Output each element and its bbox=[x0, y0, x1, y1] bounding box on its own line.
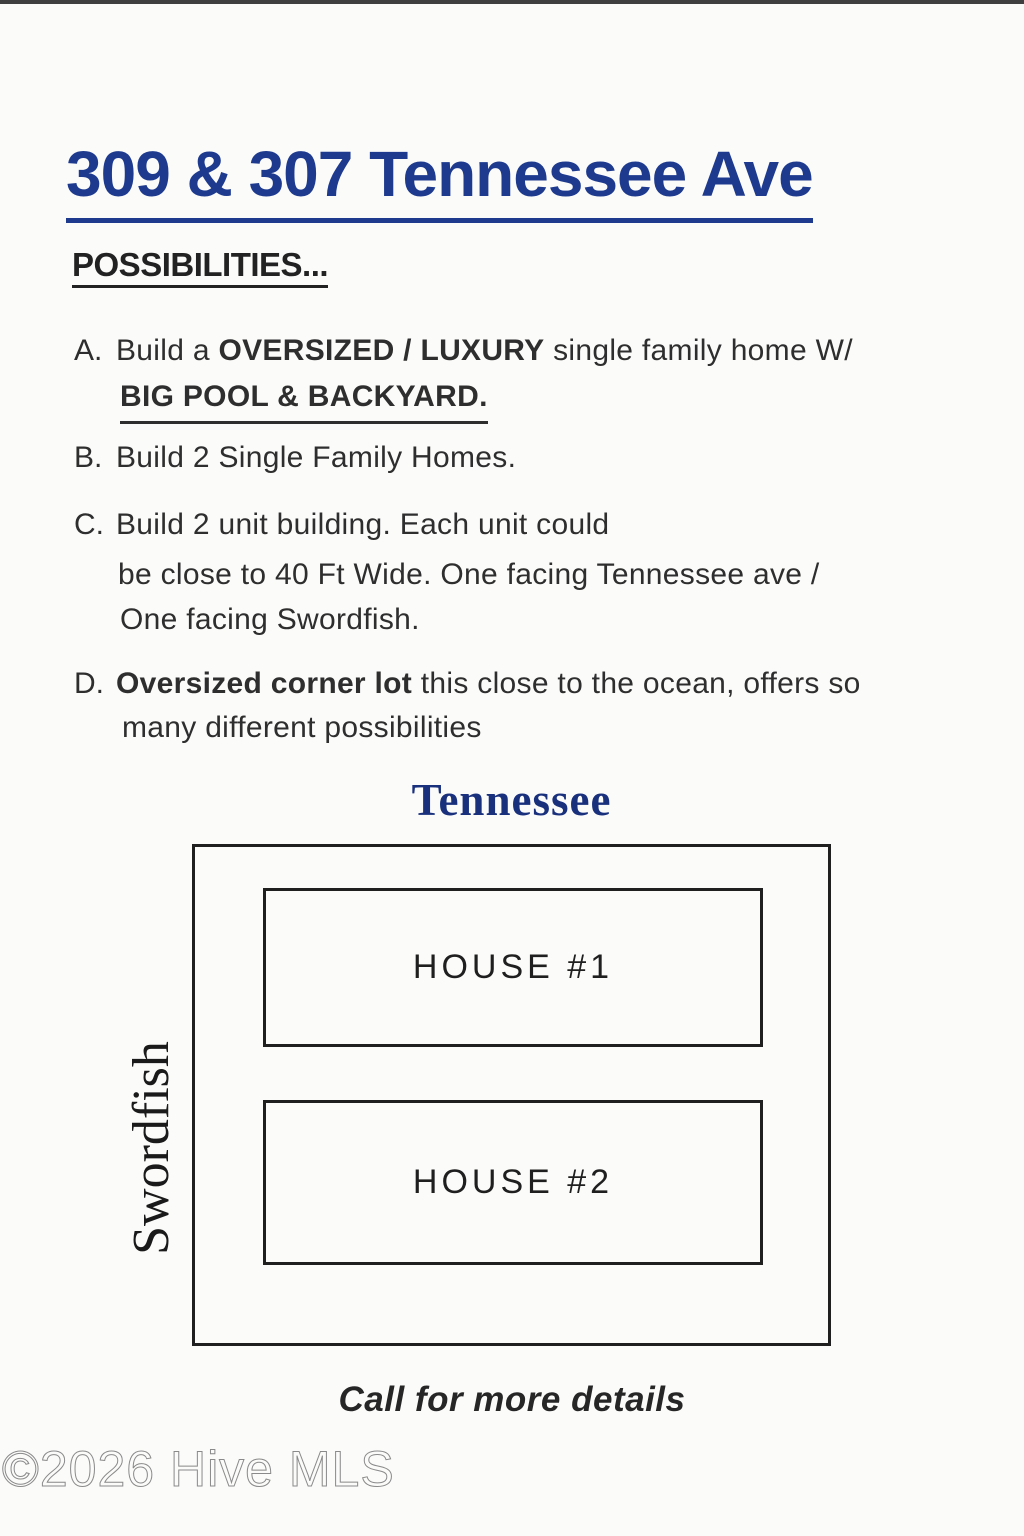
list-item-d-bold: Oversized corner lot bbox=[116, 667, 413, 700]
list-item-a-line1 bbox=[116, 331, 853, 371]
list-item-b: Build 2 Single Family Homes. bbox=[116, 441, 517, 474]
house-2-label: HOUSE #2 bbox=[412, 1163, 614, 1201]
list-item-a-normal1: Build a bbox=[116, 334, 219, 367]
call-for-details-text: Call for more details bbox=[338, 1380, 686, 1419]
possibilities-heading: POSSIBILITIES... bbox=[72, 248, 328, 288]
list-item-c-line1: Build 2 unit building. Each unit could bbox=[116, 508, 610, 541]
page-title: 309 & 307 Tennessee Ave bbox=[66, 142, 813, 223]
list-marker-d: D. bbox=[74, 667, 104, 700]
house-2-box bbox=[263, 1100, 763, 1265]
list-item-a-line2 bbox=[120, 377, 488, 424]
house-1-box bbox=[263, 888, 763, 1047]
list-marker-b: B. bbox=[74, 441, 103, 474]
list-item-a-underlined: BIG POOL & BACKYARD. bbox=[120, 377, 488, 424]
top-edge-bar bbox=[0, 0, 1024, 4]
street-label-swordfish: Swordfish bbox=[123, 1041, 180, 1255]
mls-watermark: ©2026 Hive MLS bbox=[2, 1441, 395, 1497]
house-1-label: HOUSE #1 bbox=[412, 948, 614, 986]
list-marker-c: C. bbox=[74, 508, 104, 541]
list-item-a-bold: OVERSIZED / LUXURY bbox=[218, 334, 545, 367]
list-item-c-line3: One facing Swordfish. bbox=[120, 603, 420, 636]
list-item-d-line2: many different possibilities bbox=[122, 711, 482, 744]
list-item-a-normal2: single family home W/ bbox=[544, 334, 853, 367]
list-item-d-line1 bbox=[116, 664, 861, 704]
street-label-tennessee: Tennessee bbox=[411, 775, 612, 825]
list-item-d-normal: this close to the ocean, offers so bbox=[412, 667, 861, 700]
list-item-c-line2: be close to 40 Ft Wide. One facing Tennessee ave / bbox=[118, 558, 820, 591]
list-marker-a: A. bbox=[74, 334, 103, 367]
